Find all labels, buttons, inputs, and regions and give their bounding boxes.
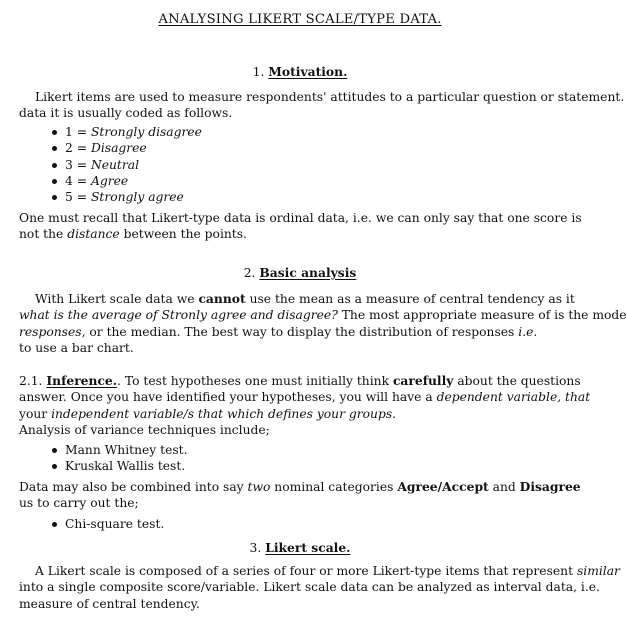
paragraph-line: your independent variable/s that which defines your groups.	[19, 406, 397, 421]
paragraph-line: With Likert scale data we cannot use the mean as a measure of central tendency as it	[35, 291, 575, 306]
list-item: 1 = Strongly disagree	[19, 124, 586, 140]
recall-paragraph	[19, 210, 586, 243]
document-title	[0, 12, 600, 28]
paragraph-line: what is the average of Stronly agree and disagree? The most appropriate measure of is the mode	[19, 308, 627, 323]
list-item: Chi-square test.	[19, 516, 586, 532]
paragraph-line: to use a bar chart.	[19, 340, 134, 355]
basic-analysis-paragraph	[19, 291, 627, 356]
title-text: ANALYSING LIKERT SCALE/TYPE DATA.	[158, 12, 442, 27]
section-3-heading	[0, 540, 600, 556]
paragraph-line: us to carry out the;	[19, 496, 139, 511]
section-number: 1.	[252, 65, 265, 79]
list-item: Mann Whitney test.	[19, 442, 586, 458]
section-number: 3.	[249, 541, 262, 555]
paragraph-line: answer. Once you have identified your hypotheses, you will have a dependent variable, that	[19, 390, 591, 405]
section-1-heading	[0, 64, 600, 80]
paragraph-line: Analysis of variance techniques include;	[19, 422, 270, 437]
chi-list	[19, 516, 586, 532]
paragraph-line: A Likert scale is composed of a series of four or more Likert-type items that represent similar	[35, 564, 620, 578]
section-heading-text: Motivation.	[268, 64, 348, 79]
section-number: 2.1.	[19, 374, 43, 388]
paragraph-line: measure of central tendency.	[19, 596, 200, 611]
list-item: 3 = Neutral	[19, 157, 586, 173]
paragraph-line: into a single composite score/variable. Likert scale data can be analyzed as interval data, i.e.	[19, 580, 600, 595]
paragraph-line: Data may also be combined into say two nominal categories Agree/Accept and Disagree	[19, 479, 581, 494]
tests-list	[19, 442, 586, 475]
motivation-paragraph	[19, 89, 625, 122]
list-item: 5 = Strongly agree	[19, 189, 586, 205]
paragraph-line: One must recall that Likert-type data is ordinal data, i.e. we can only say that one score is	[19, 211, 582, 225]
paragraph-line: not the distance between the points.	[19, 227, 247, 242]
section-number: 2.	[243, 266, 256, 280]
likert-scale-paragraph	[19, 563, 620, 612]
paragraph-line: 2.1. Inference.. To test hypotheses one must initially think carefully about the questions	[19, 373, 581, 388]
list-item: 2 = Disagree	[19, 140, 586, 156]
list-item: 4 = Agree	[19, 173, 586, 189]
list-item: Kruskal Wallis test.	[19, 458, 586, 474]
combine-paragraph	[19, 479, 586, 512]
section-2-heading	[0, 265, 600, 281]
coding-list	[19, 124, 586, 205]
section-heading-text: Likert scale.	[265, 540, 351, 555]
section-heading-text: Basic analysis	[259, 265, 357, 280]
inference-paragraph	[19, 373, 591, 438]
section-heading-text: Inference.	[46, 373, 118, 388]
paragraph-line: Likert items are used to measure respondents' attitudes to a particular question or statement.	[35, 90, 625, 104]
paragraph-line: responses, or the median. The best way to display the distribution of responses i.e.	[19, 324, 538, 339]
paragraph-line: data it is usually coded as follows.	[19, 106, 233, 121]
